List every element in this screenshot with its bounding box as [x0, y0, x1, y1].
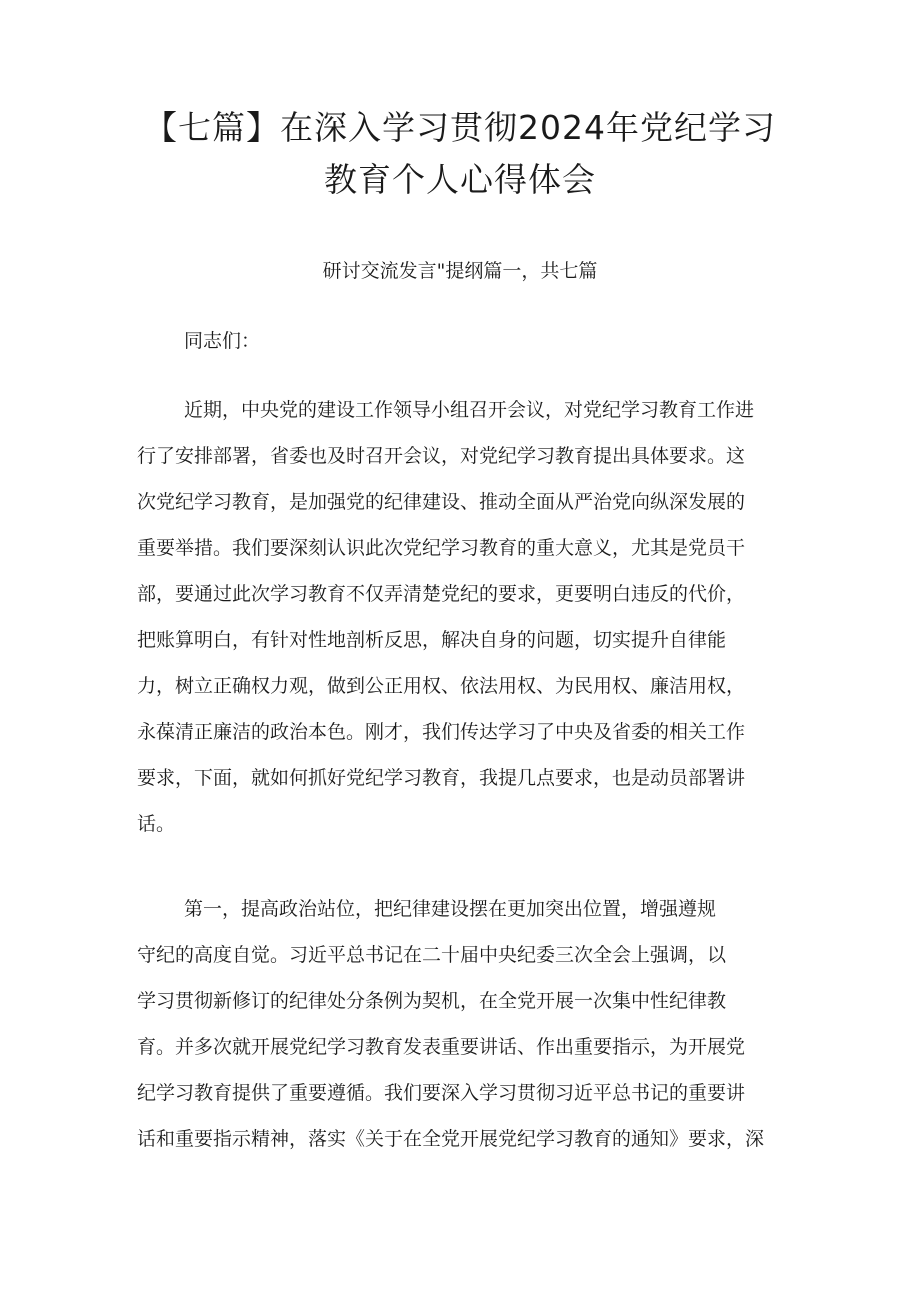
paragraph-line: 话和重要指示精神，落实《关于在全党开展党纪学习教育的通知》要求，深: [137, 1128, 765, 1150]
paragraph-line: 永葆清正廉洁的政治本色。刚才，我们传达学习了中央及省委的相关工作: [137, 721, 746, 743]
paragraph-line: 次党纪学习教育，是加强党的纪律建设、推动全面从严治党向纵深发展的: [137, 491, 746, 513]
paragraph-line: 话。: [137, 813, 176, 835]
paragraph-line: 力，树立正确权力观，做到公正用权、依法用权、为民用权、廉洁用权，: [137, 675, 746, 697]
paragraph-line: 育。并多次就开展党纪学习教育发表重要讲话、作出重要指示，为开展党: [137, 1036, 746, 1058]
document-title-line-1: 【七篇】在深入学习贯彻2024年党纪学习: [144, 108, 776, 147]
paragraph-line: 学习贯彻新修订的纪律处分条例为契机，在全党开展一次集中性纪律教: [137, 990, 727, 1012]
paragraph-line: 守纪的高度自觉。习近平总书记在二十届中央纪委三次全会上强调，以: [137, 944, 727, 966]
document-title-line-2: 教育个人心得体会: [324, 160, 596, 199]
paragraph-line: 重要举措。我们要深刻认识此次党纪学习教育的重大意义，尤其是党员干: [137, 537, 746, 559]
paragraph-line: 近期，中央党的建设工作领导小组召开会议，对党纪学习教育工作进: [184, 399, 755, 421]
paragraph-line: 部，要通过此次学习教育不仅弄清楚党纪的要求，更要明白违反的代价，: [137, 583, 746, 605]
paragraph-line: 第一，提高政治站位，把纪律建设摆在更加突出位置，增强遵规: [184, 898, 717, 920]
paragraph-line: 行了安排部署，省委也及时召开会议，对党纪学习教育提出具体要求。这: [137, 445, 746, 467]
salutation: 同志们：: [184, 330, 261, 352]
document-subtitle: 研讨交流发言"提纲篇一，共七篇: [322, 260, 598, 282]
paragraph-line: 把账算明白，有针对性地剖析反思，解决自身的问题，切实提升自律能: [137, 629, 727, 651]
paragraph-2: [137, 886, 802, 1162]
paragraph-line: 要求，下面，就如何抓好党纪学习教育，我提几点要求，也是动员部署讲: [137, 767, 746, 789]
paragraph-line: 纪学习教育提供了重要遵循。我们要深入学习贯彻习近平总书记的重要讲: [137, 1082, 746, 1104]
paragraph-1: [137, 387, 802, 847]
